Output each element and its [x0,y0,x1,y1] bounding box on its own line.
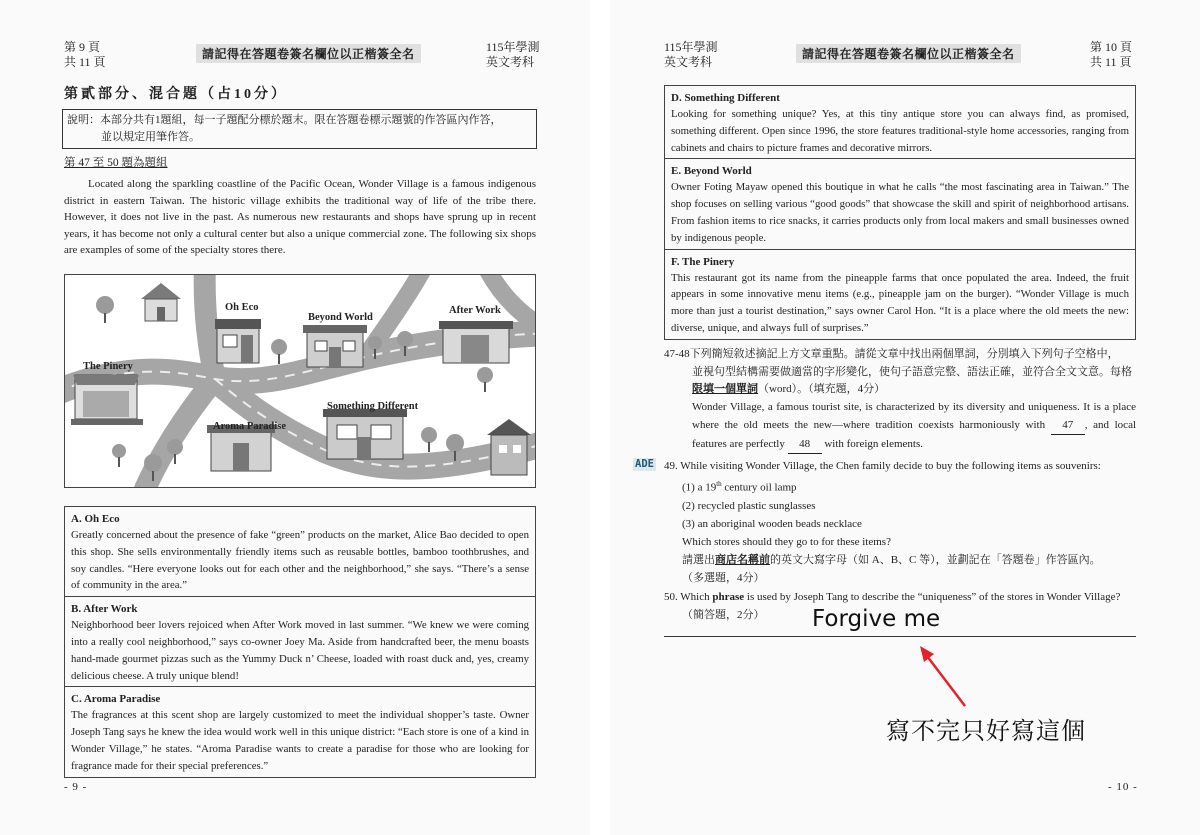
instructions-line-2: 並以規定用筆作答。 [101,131,200,143]
instructions-line-3-rest: （word）。（填充題，4分） [758,383,886,395]
subject-label: 英文考科 [664,55,713,69]
store-description: Owner Foting Mayaw opened this boutique in what he calls “the most fascinating area in Taiwan.” The shop focuses on selling various “good goods” that showcase the skill and spirit of neighborhood artisans. From fashion items to rice snacks, it carries products only from local makers and small businesses owned by indigenous people. [671,181,1129,244]
map-label-beyond-world: Beyond World [308,312,373,323]
blank-47: 47 [1051,416,1085,435]
page-label: 第 10 頁 [1090,40,1133,54]
question-49-stem: 49. While visiting Wonder Village, the Chen family decide to buy the following items as souvenirs: [664,460,1101,472]
item-1-post: century oil lamp [721,481,797,494]
question-group-title: 第 47 至 50 題為題組 [64,157,168,169]
page-label: 第 9 頁 [64,40,101,54]
summary-part-1: Wonder Village, a famous tourist site, is characterized by its diversity and uniqueness. It is a place where the old meets the new—where tradition coexists harmoniously with [692,401,1136,431]
store-name: A. Oh Eco [71,513,120,525]
intro-paragraph: Located along the sparkling coastline of the Pacific Ocean, Wonder Village is a famous indigenous district in eastern Taiwan. The historic village exhibits the traditional way of life of the tribe there. However, it does not live in the past. As numerous new restaurants and shops have sprung up in recent years, it has become not only a cultural center but also a unique commercial zone. The following six shops are examples of some of the specialty stores there. [64,178,536,257]
instruction-post: 的英文大寫字母（如 A、B、C 等），並劃記在「答題卷」作答區內。 [770,553,1101,566]
section-title: 第貳部分、混合題（占10分） [64,87,288,102]
stem-emphasis: phrase [712,591,745,603]
page-number: - 10 - [1108,781,1138,793]
map-label-the-pinery: The Pinery [83,361,133,372]
question-49-type: （多選題，4分） [682,571,765,584]
store-name: D. Something Different [671,92,780,104]
item-1-sup: th [716,480,722,488]
question-50-type: （簡答題，2分） [682,609,765,621]
total-pages-label: 共 11 頁 [64,55,106,69]
map-label-after-work: After Work [449,305,501,316]
summary-part-2: , and local features are perfectly [692,419,1137,450]
exam-label: 115年學測 [486,40,540,54]
instructions-line-2: 並視句型結構需要做適當的字形變化，使句子語意完整、語法正確，並符合全文文意。每格 [692,365,1132,378]
map-label-oh-eco: Oh Eco [225,302,259,313]
summary-part-3: with foreign elements. [824,438,923,450]
stem-pre: 50. Which [664,591,713,603]
total-pages-label: 共 11 頁 [1090,55,1132,69]
instruction-pre: 請選出 [682,553,715,566]
sign-reminder: 請記得在答題卷簽名欄位以正楷簽全名 [196,44,421,63]
question-49-item-3: (3) an aboriginal wooden beads necklace [682,517,862,530]
store-description: This restaurant got its name from the pineapple farms that once populated the area. Indeed, the fruit appears in some innovative menu items (e.g., pineapple jam on the burger). “Wonder Village is much more than just a tourist destination,” says owner Carol Hon. “It is a place where the old meets the new: diverse, unique, and always full of surprises.” [671,271,1129,334]
map-label-aroma-paradise: Aroma Paradise [213,421,287,432]
store-name: F. The Pinery [671,255,735,268]
page-number: - 9 - [64,781,88,793]
answer-badge: ADE [635,458,654,470]
sign-reminder: 請記得在答題卷簽名欄位以正楷簽全名 [796,44,1021,63]
instruction-emphasis: 商店名稱前 [715,553,770,566]
store-description: Neighborhood beer lovers rejoiced when After Work moved in last summer. “We knew we were coming into a really cool neighborhood,” says co-owner Joey Ma. Aside from handcrafted beer, the menu boasts hand-made gourmet pizzas such as the Yummy Duck n’ Cheese, loaded with roast duck and, yes, creamy delicious cheese. A truly unique blend! [71,619,529,682]
question-49-item-2: (2) recycled plastic sunglasses [682,499,816,512]
blank-48: 48 [788,435,822,454]
exam-label: 115年學測 [664,40,718,54]
handwritten-answer: Forgive me [812,606,941,632]
instructions-emphasis: 限填一個單詞 [692,383,758,395]
store-name: C. Aroma Paradise [71,693,161,706]
stem-post: is used by Joseph Tang to describe the “uniqueness” of the stores in Wonder Village? [744,591,1121,603]
store-description: The fragrances at this scent shop are largely customized to meet the individual shopper’s taste. Owner Joseph Tang says he knew the idea would work well in this unique district: “Each store is one of a kind in Wonder Village,” he states. “Aroma Paradise wants to create a paradise for those who are looking for fragrance made for their special preferences.” [71,709,529,772]
item-1-pre: (1) a 19 [682,481,717,494]
instructions-line-1: 說明：本部分共有1題組，每一子題配分標於題末。限在答題卷標示題號的作答區內作答， [67,114,502,126]
instructions-line-1: 47-48下列簡短敘述摘記上方文章重點。請從文章中找出兩個單詞，分別填入下列句子空格中， [664,348,1119,360]
subject-label: 英文考科 [486,55,535,69]
map-label-something-different: Something Different [327,401,419,412]
question-49-question: Which stores should they go to for these items? [682,535,891,548]
store-description: Looking for something unique? Yes, at this tiny antique store you can always find, as promised, something different. Open since 1996, the store features traditional-style home accessories, ranging from cabinets and chairs to picture frames and decorative mirrors. [671,108,1129,154]
annotation-text: 寫不完只好寫這個 [886,717,1086,745]
store-name: E. Beyond World [671,165,752,178]
store-description: Greatly concerned about the presence of fake “green” products on the market, Alice Bao decided to open this shop. She sells environmentally friendly items such as reusable bottles, bamboo toothbrushes, and soy candles. “Here everyone looks out for each other and the neighborhood,” she says. “There’s a sense of community in the area.” [71,529,529,592]
store-name: B. After Work [71,603,138,616]
